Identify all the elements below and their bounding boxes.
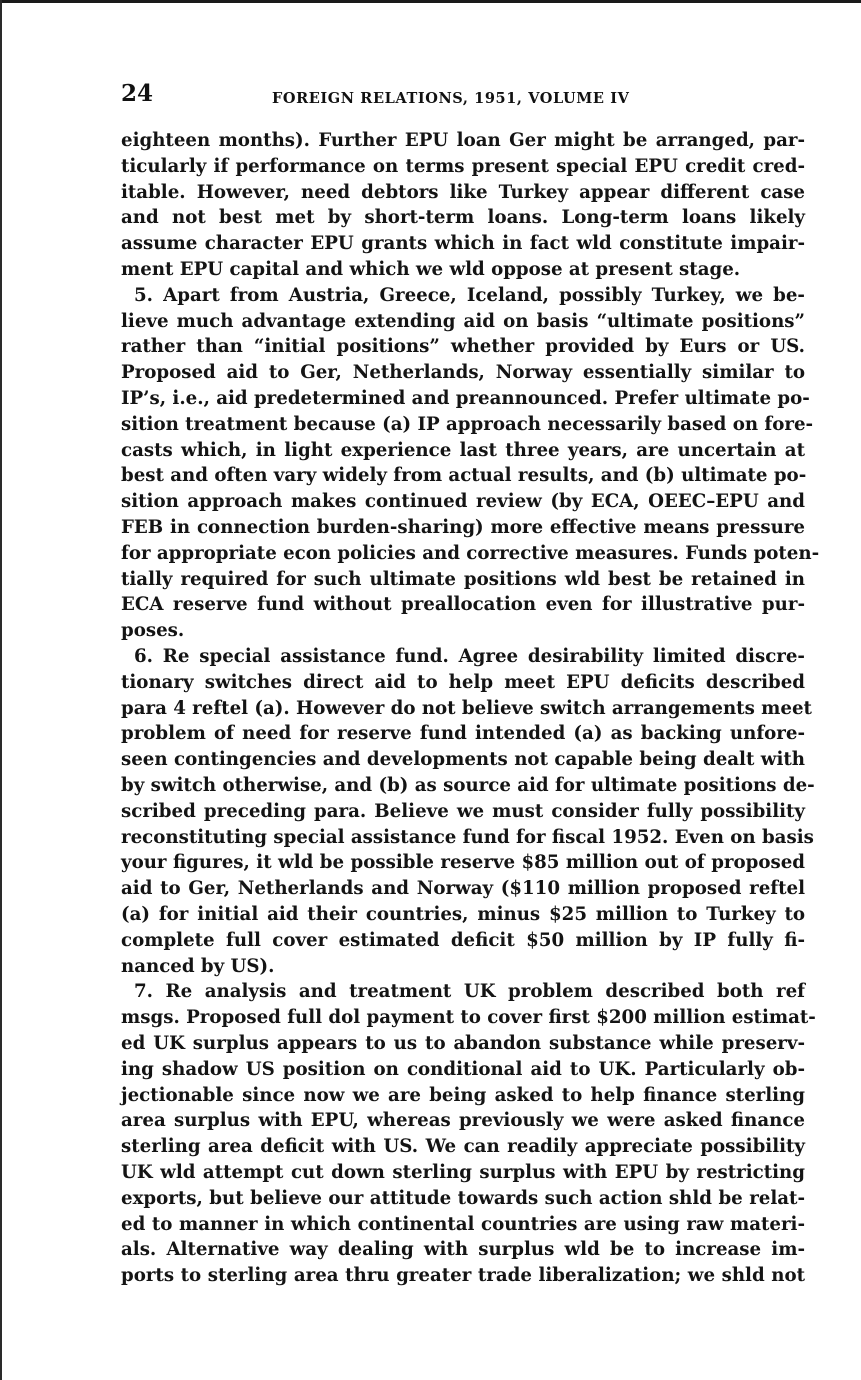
text-line: seen contingencies and developments not capable being dealt with — [121, 749, 805, 771]
text-line: for appropriate econ policies and corrective measures. Funds poten- — [121, 542, 820, 564]
text-line: Proposed aid to Ger, Netherlands, Norway essentially similar to — [121, 362, 805, 384]
text-line: assume character EPU grants which in fact wld constitute impair- — [121, 233, 805, 255]
text-line: and not best met by short-term loans. Long-term loans likely — [121, 207, 805, 229]
text-line: sition approach makes continued review (by ECA, OEEC–EPU and — [121, 491, 805, 513]
text-line: scribed preceding para. Believe we must consider fully possibility — [121, 800, 805, 822]
text-line: poses. — [121, 620, 185, 642]
text-line: ing shadow US position on conditional aid to UK. Particularly ob- — [121, 1058, 805, 1080]
paragraph-7-first-line: 7. Re analysis and treatment UK problem described both ref — [134, 981, 805, 1003]
text-line: best and often vary widely from actual results, and (b) ultimate po- — [121, 465, 807, 487]
text-line: jectionable since now we are being asked to help finance sterling — [121, 1084, 805, 1106]
text-line: (a) for initial aid their countries, minus $25 million to Turkey to — [121, 904, 805, 925]
text-line: reconstituting special assistance fund for fiscal 1952. Even on basis — [121, 826, 814, 848]
text-line: ment EPU capital and which we wld oppose at present stage. — [121, 259, 741, 280]
running-title: FOREIGN RELATIONS, 1951, VOLUME IV — [272, 90, 630, 107]
text-line: tially required for such ultimate positions wld best be retained in — [121, 568, 805, 590]
text-line: area surplus with EPU, whereas previously we were asked finance — [121, 1110, 805, 1132]
text-line: complete full cover estimated deficit $50 million by IP fully fi- — [121, 929, 805, 951]
text-line: FEB in connection burden-sharing) more effective means pressure — [121, 517, 805, 538]
text-line: als. Alternative way dealing with surplus wld be to increase im- — [121, 1239, 805, 1261]
text-line: itable. However, need debtors like Turkey appear different case — [121, 181, 805, 203]
text-line: your figures, it wld be possible reserve $85 million out of proposed — [121, 852, 805, 874]
text-line: UK wld attempt cut down sterling surplus with EPU by restricting — [121, 1162, 805, 1183]
text-line: tionary switches direct aid to help meet EPU deficits described — [121, 671, 805, 693]
scan-left-border — [0, 0, 2, 1380]
text-line: ports to sterling area thru greater trade liberalization; we shld not — [121, 1265, 805, 1287]
scan-top-border — [0, 0, 861, 3]
text-line: aid to Ger, Netherlands and Norway ($110 million proposed reftel — [121, 878, 805, 900]
text-line: problem of need for reserve fund intended (a) as backing unfore- — [121, 723, 805, 745]
text-line: by switch otherwise, and (b) as source aid for ultimate positions de- — [121, 775, 815, 796]
text-line: ECA reserve fund without preallocation even for illustrative pur- — [121, 594, 805, 616]
text-line: eighteen months). Further EPU loan Ger might be arranged, par- — [121, 130, 805, 151]
text-line: ed to manner in which continental countries are using raw materi- — [121, 1213, 805, 1235]
page-number: 24 — [121, 80, 154, 107]
text-line: exports, but believe our attitude towards such action shld be relat- — [121, 1187, 805, 1209]
text-line: ticularly if performance on terms present special EPU credit cred- — [121, 155, 805, 177]
text-line: casts which, in light experience last three years, are uncertain at — [121, 439, 805, 461]
paragraph-6-first-line: 6. Re special assistance fund. Agree desirability limited discre- — [134, 646, 805, 667]
text-line: rather than “initial positions” whether provided by Eurs or US. — [121, 336, 805, 358]
text-line: para 4 reftel (a). However do not believe switch arrangements meet — [121, 697, 812, 719]
text-line: IP’s, i.e., aid predetermined and preannounced. Prefer ultimate po- — [121, 388, 810, 409]
text-line: msgs. Proposed full dol payment to cover first $200 million estimat- — [121, 1007, 816, 1029]
text-line: ed UK surplus appears to us to abandon substance while preserv- — [121, 1033, 805, 1054]
text-line: sition treatment because (a) IP approach necessarily based on fore- — [121, 413, 814, 435]
paragraph-5-first-line: 5. Apart from Austria, Greece, Iceland, possibly Turkey, we be- — [134, 284, 805, 306]
text-line: nanced by US). — [121, 955, 275, 977]
text-line: lieve much advantage extending aid on basis “ultimate positions” — [121, 310, 805, 332]
text-line: sterling area deficit with US. We can readily appreciate possibility — [121, 1136, 805, 1158]
